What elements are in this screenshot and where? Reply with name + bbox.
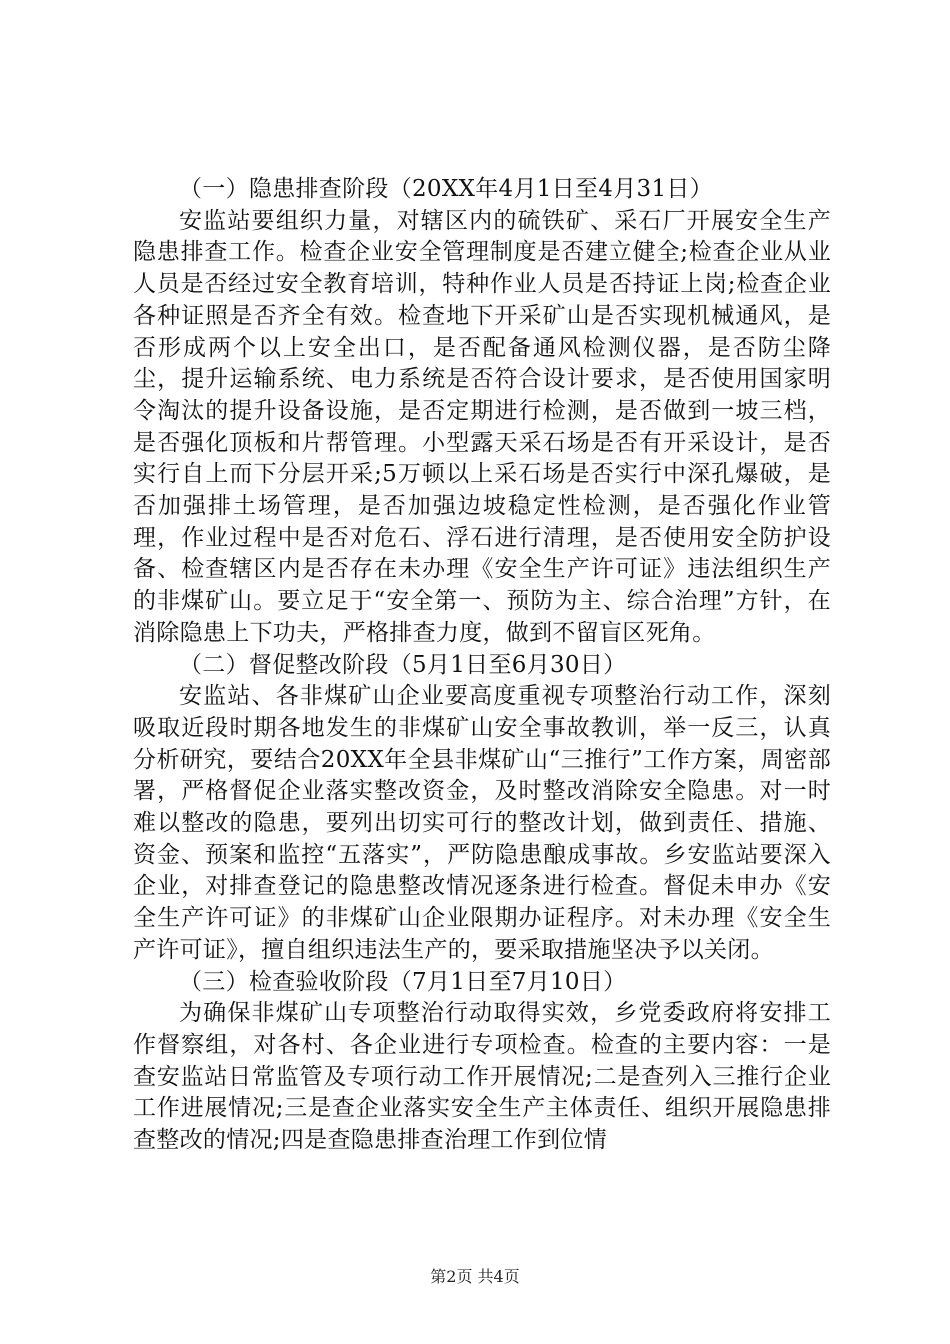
document-body — [133, 174, 831, 1157]
paragraph-inspection-acceptance: 为确保非煤矿山专项整治行动取得实效，乡党委政府将安排工作督察组，对各村、各企业进行专项检查。检查的主要内容：一是查安监站日常监管及专项行动工作开展情况;二是查列入三推行企业工作进展情况;三是查企业落实安全生产主体责任、组织开展隐患排查整改的情况;四是查隐患排查治理工作到位情 — [133, 1000, 831, 1154]
section-heading-hazard-investigation: （一）隐患排查阶段（20XX年4月1日至4月31日） — [179, 176, 713, 202]
section-heading-rectification: （二）督促整改阶段（5月1日至6月30日） — [179, 651, 627, 678]
section-heading-inspection-acceptance: （三）检查验收阶段（7月1日至7月10日） — [179, 968, 627, 995]
page-footer: 第2页 共4页 — [430, 1267, 520, 1286]
paragraph-hazard-investigation: 安监站要组织力量，对辖区内的硫铁矿、采石厂开展安全生产隐患排查工作。检查企业安全管理制度是否建立健全;检查企业从业人员是否经过安全教育培训，特种作业人员是否持证上岗;检查企业各种证照是否齐全有效。检查地下开采矿山是否实现机械通风，是否形成两个以上安全出口，是否配备通风检测仪器，是否防尘降尘，提升运输系统、电力系统是否符合设计要求，是否使用国家明令淘汰的提升设备设施，是否定期进行检测，是否做到一坡三档，是否强化顶板和片帮管理。小型露天采石场是否有开采设计，是否实行自上而下分层开采;5万顿以上采石场是否实行中深孔爆破，是否加强排土场管理，是否加强边坡稳定性检测，是否强化作业管理，作业过程中是否对危石、浮石进行清理，是否使用安全防护设备、检查辖区内是否存在未办理《安全生产许可证》违法组织生产的非煤矿山。要立足于“安全第一、预防为主、综合治理”方针，在消除隐患上下功夫，严格排查力度，做到不留盲区死角。 — [133, 207, 831, 646]
paragraph-rectification: 安监站、各非煤矿山企业要高度重视专项整治行动工作，深刻吸取近段时期各地发生的非煤矿山安全事故教训，举一反三，认真分析研究，要结合20XX年全县非煤矿山“三推行”工作方案，周密部署，严格督促企业落实整改资金，及时整改消除安全隐患。对一时难以整改的隐患，要列出切实可行的整改计划，做到责任、措施、资金、预案和监控“五落实”，严防隐患酿成事故。乡安监站要深入企业，对排查登记的隐患整改情况逐条进行检查。督促未申办《安全生产许可证》的非煤矿山企业限期办证程序。对未办理《安全生产许可证》，擅自组织违法生产的，要采取措施坚决予以关闭。 — [133, 683, 831, 963]
